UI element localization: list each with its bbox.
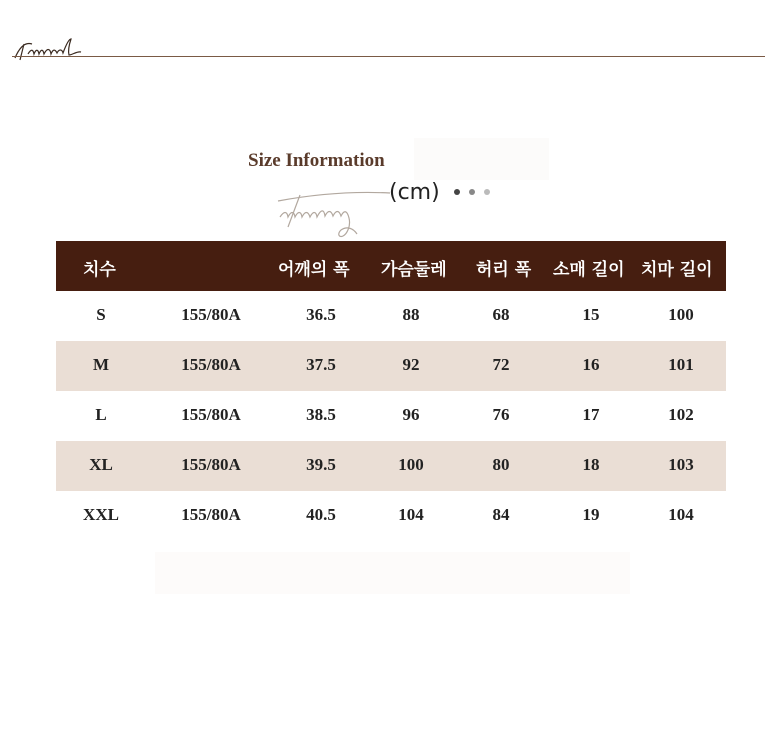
cell-waist: 80 bbox=[492, 455, 510, 474]
cell-shoulder: 38.5 bbox=[306, 405, 336, 424]
cell-waist: 76 bbox=[492, 405, 510, 424]
table-header bbox=[56, 241, 726, 291]
header-divider-line bbox=[12, 56, 765, 57]
cell-skirt: 103 bbox=[668, 455, 694, 474]
cell-height: 155/80A bbox=[181, 455, 241, 474]
title-background-fade bbox=[414, 138, 549, 180]
header-size: 치수 bbox=[83, 260, 116, 280]
dot-icon bbox=[454, 189, 460, 195]
cell-size: L bbox=[95, 405, 107, 424]
dot-icon bbox=[469, 189, 475, 195]
table-row bbox=[56, 391, 726, 441]
cell-height: 155/80A bbox=[181, 305, 241, 324]
cell-chest: 104 bbox=[398, 505, 424, 524]
bottom-background-fade bbox=[155, 552, 630, 594]
cell-size: XL bbox=[89, 455, 113, 474]
header-shoulder: 어깨의 폭 bbox=[278, 260, 350, 280]
header-skirt: 치마 길이 bbox=[641, 260, 713, 280]
cell-waist: 84 bbox=[492, 505, 510, 524]
cell-waist: 72 bbox=[492, 355, 510, 374]
cell-shoulder: 39.5 bbox=[306, 455, 336, 474]
cell-sleeve: 16 bbox=[582, 355, 600, 374]
cell-sleeve: 18 bbox=[582, 455, 600, 474]
cell-skirt: 102 bbox=[668, 405, 694, 424]
cell-chest: 100 bbox=[398, 455, 424, 474]
cell-waist: 68 bbox=[492, 305, 510, 324]
cell-chest: 96 bbox=[402, 405, 420, 424]
cell-sleeve: 19 bbox=[582, 505, 600, 524]
cell-skirt: 100 bbox=[668, 305, 694, 324]
cell-shoulder: 40.5 bbox=[306, 505, 336, 524]
page-title: Size Information bbox=[248, 150, 385, 171]
cell-sleeve: 17 bbox=[582, 405, 600, 424]
table-row bbox=[56, 291, 726, 341]
size-table bbox=[56, 241, 726, 541]
cell-sleeve: 15 bbox=[582, 305, 600, 324]
cell-chest: 88 bbox=[402, 305, 420, 324]
cell-size: M bbox=[92, 355, 110, 374]
cell-skirt: 101 bbox=[668, 355, 694, 374]
cell-skirt: 104 bbox=[668, 505, 694, 524]
table-row bbox=[56, 441, 726, 491]
table-row bbox=[56, 341, 726, 391]
cell-shoulder: 36.5 bbox=[306, 305, 336, 324]
header-chest: 가슴둘레 bbox=[381, 260, 447, 280]
header-waist: 허리 폭 bbox=[476, 260, 532, 280]
cell-size: XXL bbox=[83, 505, 119, 524]
header-sleeve: 소매 길이 bbox=[553, 260, 625, 280]
signature-logo-top bbox=[12, 36, 92, 66]
cell-height: 155/80A bbox=[181, 505, 241, 524]
dot-icon bbox=[484, 189, 490, 195]
decorative-dots bbox=[454, 189, 499, 197]
cell-height: 155/80A bbox=[181, 355, 241, 374]
unit-label: (cm) bbox=[389, 180, 440, 205]
table-row bbox=[56, 491, 726, 541]
cell-chest: 92 bbox=[402, 355, 420, 374]
cell-shoulder: 37.5 bbox=[306, 355, 336, 374]
cell-height: 155/80A bbox=[181, 405, 241, 424]
cell-size: S bbox=[96, 305, 106, 324]
